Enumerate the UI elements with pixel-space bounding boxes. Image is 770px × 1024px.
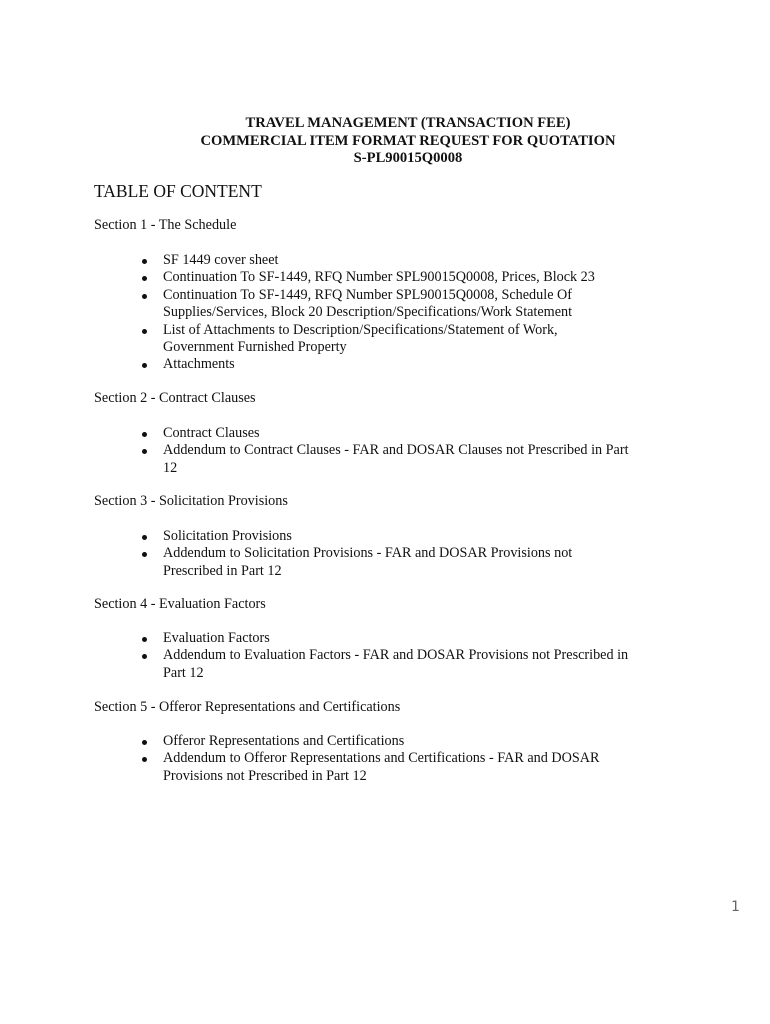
toc-item-text: Addendum to Evaluation Factors - FAR and DOSAR Provisions not Prescribed in <box>163 647 629 664</box>
bullet-icon <box>142 757 147 762</box>
title-line-3: S-PL90015Q0008 <box>353 150 463 166</box>
bullet-icon <box>142 637 147 642</box>
toc-item-text: List of Attachments to Description/Specifications/Statement of Work, <box>163 321 558 338</box>
section-title: Section 1 - The Schedule <box>94 217 237 233</box>
bullet-icon <box>142 535 147 540</box>
section-bullet-list <box>94 630 694 682</box>
toc-list-item <box>94 647 694 682</box>
bullet-icon <box>142 363 147 368</box>
section-title: Section 5 - Offeror Representations and Certifications <box>94 699 401 715</box>
document-title <box>0 115 770 168</box>
toc-item-text: Continuation To SF-1449, RFQ Number SPL90015Q0008, Schedule Of <box>163 286 573 303</box>
title-line-2: COMMERCIAL ITEM FORMAT REQUEST FOR QUOTATION <box>200 132 616 149</box>
toc-list-item <box>94 269 694 286</box>
toc-item-text: SF 1449 cover sheet <box>163 252 279 268</box>
section-title: Section 4 - Evaluation Factors <box>94 596 266 612</box>
toc-list-item <box>94 322 694 357</box>
toc-item-text: 12 <box>163 459 178 476</box>
toc-list-item <box>94 287 694 322</box>
toc-list-item <box>94 425 694 442</box>
toc-list-item <box>94 545 694 580</box>
toc-item-text: Offeror Representations and Certifications <box>163 733 405 749</box>
page-number: 1 <box>731 899 740 915</box>
toc-list-item <box>94 733 694 750</box>
toc-item-text: Attachments <box>163 356 235 373</box>
toc-item-text: Part 12 <box>163 664 204 681</box>
section-bullet-list <box>94 528 694 580</box>
toc-item-text: Addendum to Solicitation Provisions - FAR and DOSAR Provisions not <box>163 545 573 562</box>
toc-item-text: Addendum to Contract Clauses - FAR and DOSAR Clauses not Prescribed in Part <box>163 442 629 459</box>
section-bullet-list <box>94 733 694 785</box>
bullet-icon <box>142 294 147 299</box>
bullet-icon <box>142 259 147 264</box>
toc-item-text: Supplies/Services, Block 20 Description/Specifications/Work Statement <box>163 304 573 321</box>
toc-list-item <box>94 252 694 269</box>
bullet-icon <box>142 276 147 281</box>
section-bullet-list <box>94 425 694 477</box>
bullet-icon <box>142 449 147 454</box>
toc-item-text: Continuation To SF-1449, RFQ Number SPL90015Q0008, Prices, Block 23 <box>163 269 595 286</box>
toc-list-item <box>94 750 694 785</box>
toc-heading: TABLE OF CONTENT <box>94 181 262 201</box>
bullet-icon <box>142 740 147 745</box>
section-bullet-list <box>94 252 694 374</box>
toc-list-item <box>94 528 694 545</box>
toc-item-text: Provisions not Prescribed in Part 12 <box>163 767 367 784</box>
title-line-1: TRAVEL MANAGEMENT (TRANSACTION FEE) <box>245 115 571 131</box>
section-title: Section 2 - Contract Clauses <box>94 390 256 406</box>
toc-item-text: Evaluation Factors <box>163 630 270 646</box>
bullet-icon <box>142 552 147 557</box>
section-title: Section 3 - Solicitation Provisions <box>94 493 288 509</box>
toc-list-item <box>94 442 694 477</box>
bullet-icon <box>142 654 147 659</box>
toc-item-text: Contract Clauses <box>163 425 260 441</box>
toc-item-text: Prescribed in Part 12 <box>163 562 282 579</box>
toc-item-text: Addendum to Offeror Representations and Certifications - FAR and DOSAR <box>163 750 600 767</box>
bullet-icon <box>142 329 147 334</box>
toc-item-text: Government Furnished Property <box>163 339 347 356</box>
toc-item-text: Solicitation Provisions <box>163 528 292 544</box>
bullet-icon <box>142 432 147 437</box>
toc-list-item <box>94 630 694 647</box>
toc-list-item <box>94 356 694 373</box>
